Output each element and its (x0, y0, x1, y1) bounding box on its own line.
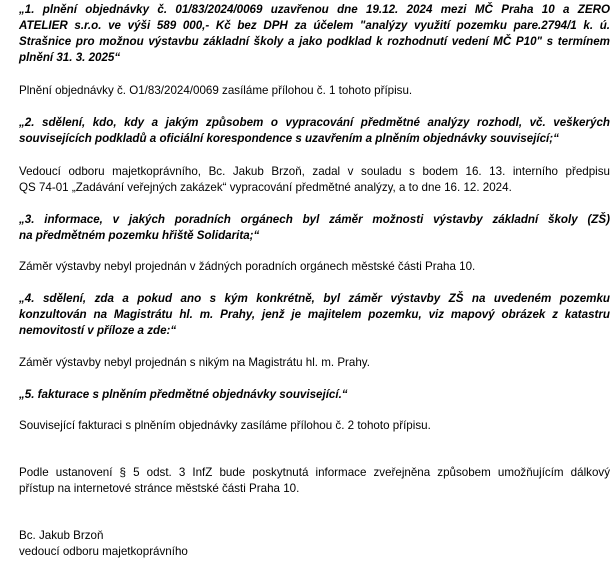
signature-role: vedoucí odboru majetkoprávního (19, 545, 188, 558)
question-4-line-2: konzultován na Magistrátu hl. m. Prahy, jenž je majitelem pozemku, viz mapový obrázek z katastru (19, 308, 610, 321)
signature-name: Bc. Jakub Brzoň (19, 529, 104, 542)
closing-line-2: přístup na internetové stránce městské části Praha 10. (19, 482, 300, 495)
question-1-line-2: ATELIER s.r.o. ve výši 589 000,- Kč bez DPH za účelem "analýzy využití pozemku pare.2794/1 k. ú. (19, 19, 610, 32)
question-1-line-1: „1. plnění objednávky č. 01/83/2024/0069 uzavřenou dne 19.12. 2024 mezi MČ Praha 10 a ZERO (19, 3, 610, 16)
question-5-line-1: „5. fakturace s plněním předmětné objednávky související.“ (19, 388, 348, 401)
question-1-line-3: Strašnice pro možnou výstavbu základní školy a jako podklad k rozhodnutí vedení MČ P10" s termínem (19, 35, 610, 48)
answer-2-line-1: Vedoucí odboru majetkoprávního, Bc. Jakub Brzoň, zadal v souladu s bodem 16. 13. interního předpisu (19, 165, 610, 178)
question-2-line-2: souvisejících podkladů a oficiální korespondence s uzavřením a plněním objednávky související;“ (19, 132, 559, 145)
closing-line-1: Podle ustanovení § 5 odst. 3 InfZ bude poskytnutá informace zveřejněna způsobem umožňujícím dálkový (19, 466, 610, 479)
question-3-line-2: na předmětném pozemku hřiště Solidarita;“ (19, 229, 260, 242)
question-2-line-1: „2. sdělení, kdo, kdy a jakým způsobem o vypracování předmětné analýzy rozhodl, vč. veškerých (19, 116, 610, 129)
question-3-line-1: „3. informace, v jakých poradních orgánech byl záměr možnosti výstavby základní školy (ZŠ) (19, 213, 610, 226)
question-1-line-4: plnění 31. 3. 2025“ (19, 51, 121, 64)
answer-2-line-2: QS 74-01 „Zadávání veřejných zakázek“ vypracování předmětné analýzy, a to dne 16. 12. 2024. (19, 181, 512, 194)
answer-5-line-1: Související fakturaci s plněním objednávky zasíláme přílohou č. 2 tohoto přípisu. (19, 419, 431, 432)
answer-1-line-1: Plnění objednávky č. O1/83/2024/0069 zasíláme přílohou č. 1 tohoto přípisu. (19, 84, 413, 97)
answer-3-line-1: Záměr výstavby nebyl projednán v žádných poradních orgánech městské části Praha 10. (19, 260, 476, 273)
question-4-line-3: nemovitostí v příloze a zde:“ (19, 324, 177, 337)
question-4-line-1: „4. sdělení, zda a pokud ano s kým konkrétně, byl záměr výstavby ZŠ na uvedeném pozemku (19, 292, 610, 305)
answer-4-line-1: Záměr výstavby nebyl projednán s nikým na Magistrátu hl. m. Prahy. (19, 356, 370, 369)
